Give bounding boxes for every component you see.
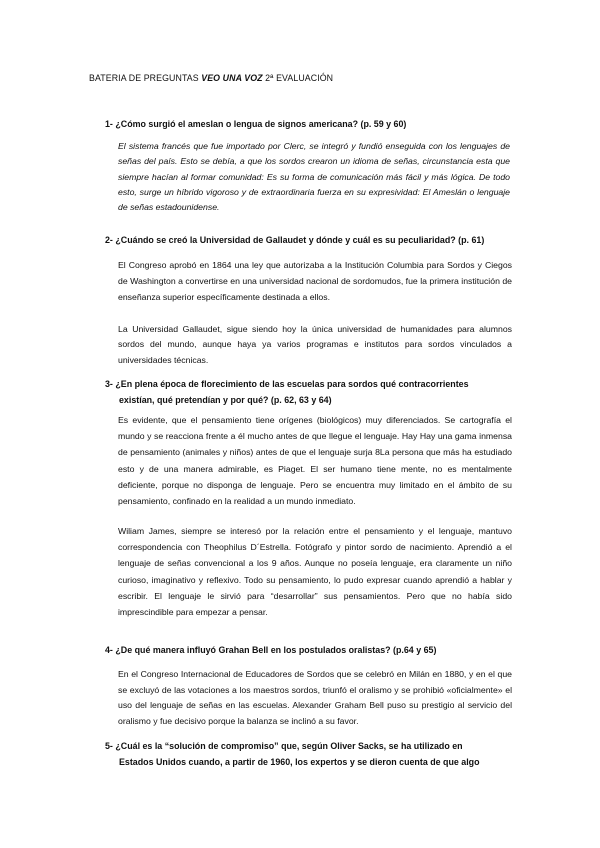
question-text: ¿Cuál es la “solución de compromiso” que, según Oliver Sacks, se ha utilizado en bbox=[115, 741, 463, 751]
question-3 bbox=[105, 377, 469, 408]
question-1 bbox=[105, 117, 406, 133]
question-number: 5- bbox=[105, 741, 113, 751]
question-4 bbox=[105, 643, 436, 659]
question-continuation: existían, qué pretendían y por qué? (p. 62, 63 y 64) bbox=[119, 394, 332, 405]
title-prefix: BATERIA DE PREGUNTAS bbox=[89, 73, 202, 83]
question-5 bbox=[105, 739, 515, 770]
question-text: ¿De qué manera influyó Grahan Bell en los postulados oralistas? (p.64 y 65) bbox=[115, 645, 437, 655]
document-title bbox=[89, 73, 333, 83]
title-suffix: 2ª EVALUACIÓN bbox=[262, 73, 334, 83]
question-number: 2- bbox=[105, 235, 113, 245]
answer-paragraph: Wiliam James, siempre se interesó por la relación entre el pensamiento y el lenguaje, mantuvo correspondencia con Theophilus D´Estrella. Fotógrafo y pintor sordo de nacimiento. Aprendió a el lenguaje de señas convencional a los 9 años. Aunque no poseía lenguaje, era claramente un niño curioso, imaginativo y reflexivo. Todo su pensamiento, lo pudo expresar cuando aprendió a hablar y escribir. El lenguaje le sirvió para “desarrollar” sus pensamientos. Pero que no había sido imprescindible para empezar a pensar. bbox=[118, 526, 512, 618]
answer-paragraph: El Congreso aprobó en 1864 una ley que autorizaba a la Institución Columbia para Sordos y Ciegos de Washington a convertirse en una universidad nacional de sordomudos, fue la primera institución de enseñanza superior específicamente destinada a ellos. bbox=[118, 260, 512, 303]
answer-paragraph: En el Congreso Internacional de Educadores de Sordos que se celebró en Milán en 1880, y en el que se excluyó de las votaciones a los maestros sordos, triunfó el oralismo y se prohibió «oficialmente» el uso del lenguaje de señas en las escuelas. Alexander Graham Bell puso su prestigio al servicio del oralismo y fue decisivo porque la balanza se inclinó a su favor. bbox=[118, 669, 512, 726]
question-continuation: Estados Unidos cuando, a partir de 1960, los expertos y se dieron cuenta de que algo bbox=[119, 756, 480, 767]
answer-paragraph: El sistema francés que fue importado por Clerc, se integró y fundió enseguida con los lenguajes de señas del país. Esto se debía, a que los sordos crearon un idioma de señas, circunstancia esta que siempre hacían al formar comunidad: Es su forma de comunicación más fácil y más lógica. De todo esto, surge un híbrido vigoroso y de extraordinaria fuerza en su expresividad: El Ameslán o lenguaje de señas estadounidense. bbox=[118, 141, 510, 213]
question-number: 4- bbox=[105, 645, 113, 655]
question-number: 1- bbox=[105, 119, 113, 129]
question-text: ¿Cómo surgió el ameslan o lengua de signos americana? (p. 59 y 60) bbox=[115, 119, 407, 129]
question-2 bbox=[105, 233, 484, 249]
answer-paragraph: Es evidente, que el pensamiento tiene orígenes (biológicos) muy diferenciados. Se cartografía el mundo y se reacciona frente a él mucho antes de que llegue el lenguaje. Hay Hay una gama inmensa de pensamiento (animales y niños) antes de que el lenguaje surja 8La persona que más ha estudiado esto y de una manera admirable, es Piaget. El ser humano tiene mente, no es mentalmente deficiente, porque no disponga de lenguaje. Pero se encuentra muy limitado en el ámbito de su pensamiento, confinado en la realidad a un mundo inmediato. bbox=[118, 415, 512, 507]
question-text: ¿En plena época de florecimiento de las escuelas para sordos qué contracorrientes bbox=[115, 379, 469, 389]
question-number: 3- bbox=[105, 379, 113, 389]
answer-paragraph: La Universidad Gallaudet, sigue siendo hoy la única universidad de humanidades para alumnos sordos del mundo, aunque haya ya varios programas e institutos para sordos vinculados a universidades técnicas. bbox=[118, 324, 512, 365]
title-book: VEO UNA VOZ bbox=[201, 73, 263, 83]
question-text: ¿Cuándo se creó la Universidad de Gallaudet y dónde y cuál es su peculiaridad? (p. 61) bbox=[115, 235, 485, 245]
